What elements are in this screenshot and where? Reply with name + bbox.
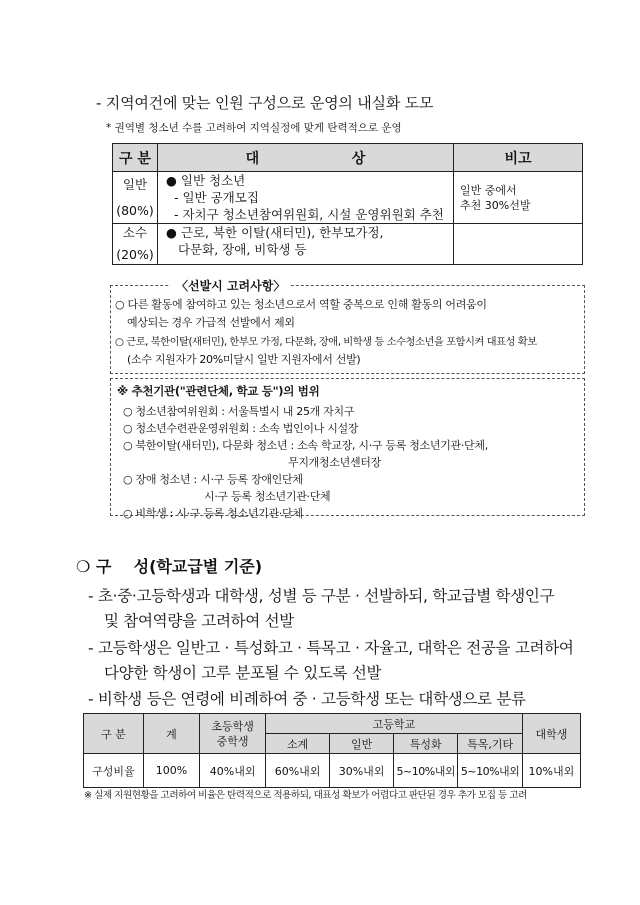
table2-cell: 100% [143, 754, 199, 788]
section2-line: - 고등학생은 일반고 · 특성화고 · 특목고 · 자율고, 대학은 전공을 고려하여 [88, 639, 574, 657]
recommenders-line: ○ 비학생 : 시·구 등록 청소년기관·단체 [123, 507, 303, 520]
target-item: 다문화, 장애, 비학생 등 [178, 242, 307, 257]
row-remark-minority [454, 224, 583, 265]
recommenders-title: ※ 추천기관("관련단체, 학교 등")의 범위 [117, 384, 320, 398]
recommenders-line: 무지개청소년센터장 [288, 456, 381, 469]
table2-cell: 10%내외 [522, 754, 580, 788]
row-category-minority [113, 224, 158, 265]
category-ratio: (20%) [116, 247, 154, 262]
table2-header-sub: 특성화 [394, 734, 458, 754]
table2-header-category: 구 분 [84, 714, 144, 754]
target-item: - 자치구 청소년참여위원회, 시설 운영위원회 추천 [174, 207, 444, 222]
section2-title: ❍ 구 성(학교급별 기준) [76, 557, 263, 576]
considerations-line: ○ 다른 활동에 참여하고 있는 청소년으로서 역할 중복으로 인해 활동의 어려움이 [115, 298, 487, 311]
target-item: ● 근로, 북한 이탈(새터민), 한부모가정, [166, 225, 384, 240]
table2-row-label: 구성비율 [84, 754, 144, 788]
row-category-general [113, 172, 158, 224]
recommenders-line: ○ 북한이탈(새터민), 다문화 청소년 : 소속 학교장, 시·구 등록 청소년기관·단체, [123, 439, 488, 452]
table-row [113, 224, 583, 265]
table2-cell: 5~10%내외 [394, 754, 458, 788]
category-label: 일반 [122, 176, 148, 192]
considerations-line: (소수 지원자가 20%미달시 일반 지원자에서 선발) [127, 353, 361, 366]
row-target-minority [158, 224, 454, 265]
section1-note: * 권역별 청소년 수를 고려하여 지역실정에 맞게 탄력적으로 운영 [106, 122, 402, 134]
considerations-line: 예상되는 경우 가급적 선발에서 제외 [127, 316, 295, 329]
header-line: 중학생 [216, 734, 249, 748]
category-ratio: (80%) [116, 202, 154, 218]
table-row [113, 172, 583, 224]
recommenders-line: ○ 장애 청소년 : 시·구 등록 장애인단체 [123, 473, 303, 486]
remark-text: 일반 중에서 [460, 183, 517, 197]
table2-header-univ: 대학생 [522, 714, 580, 754]
table1-header-target: 대 상 [158, 144, 454, 172]
section2-line: 및 참여역량을 고려하여 선발 [104, 612, 294, 630]
category-label: 소수 [122, 225, 148, 240]
recommenders-line: ○ 청소년참여위원회 : 서울특별시 내 25개 자치구 [123, 405, 355, 418]
table2-header-high: 고등학교 [266, 714, 523, 734]
row-target-general [158, 172, 454, 224]
row-remark-general [454, 172, 583, 224]
section2-line: 다양한 학생이 고루 분포될 수 있도록 선발 [104, 664, 382, 682]
table1-header-category: 구 분 [113, 144, 158, 172]
header-line: 초등학생 [211, 719, 254, 733]
section2-line: - 초·중·고등학생과 대학생, 성별 등 구분 · 선발하되, 학교급별 학생인구 [88, 587, 555, 605]
table2-cell: 30%내외 [330, 754, 394, 788]
table2-header-elem-middle [200, 714, 266, 754]
considerations-line: ○ 근로, 북한이탈(새터민), 한부모 가정, 다문화, 장애, 비학생 등 소수청소년을 포함시켜 대표성 확보 [115, 336, 537, 348]
selection-table [112, 143, 583, 265]
footnote: ※ 실제 지원현황을 고려하여 비율은 탄력적으로 적용하되, 대표성 확보가 어렵다고 판단된 경우 추가 모집 등 고려 [84, 790, 527, 801]
target-item: ● 일반 청소년 [166, 173, 246, 188]
table2-cell: 5~10%내외 [458, 754, 522, 788]
recommenders-line: 시·구 등록 청소년기관·단체 [204, 490, 331, 503]
table2-header-total: 계 [143, 714, 199, 754]
table1-header-remark: 비고 [454, 144, 583, 172]
section1-heading: - 지역여건에 맞는 인원 구성으로 운영의 내실화 도모 [96, 94, 434, 112]
considerations-title: 〈선발시 고려사항〉 [170, 277, 291, 294]
table2-header-sub: 일반 [330, 734, 394, 754]
section2-line: - 비학생 등은 연령에 비례하여 중 · 고등학생 또는 대학생으로 분류 [88, 690, 526, 708]
table2-cell: 60%내외 [266, 754, 330, 788]
recommenders-line: ○ 청소년수련관운영위원회 : 소속 법인이나 시설장 [123, 422, 359, 435]
table2-header-sub: 소계 [266, 734, 330, 754]
table2-header-sub: 특목,기타 [458, 734, 522, 754]
remark-text: 추천 30%선발 [460, 198, 531, 212]
table2-cell: 40%내외 [200, 754, 266, 788]
table-row [84, 754, 581, 788]
target-item: - 일반 공개모집 [174, 190, 259, 205]
composition-table [83, 713, 581, 788]
